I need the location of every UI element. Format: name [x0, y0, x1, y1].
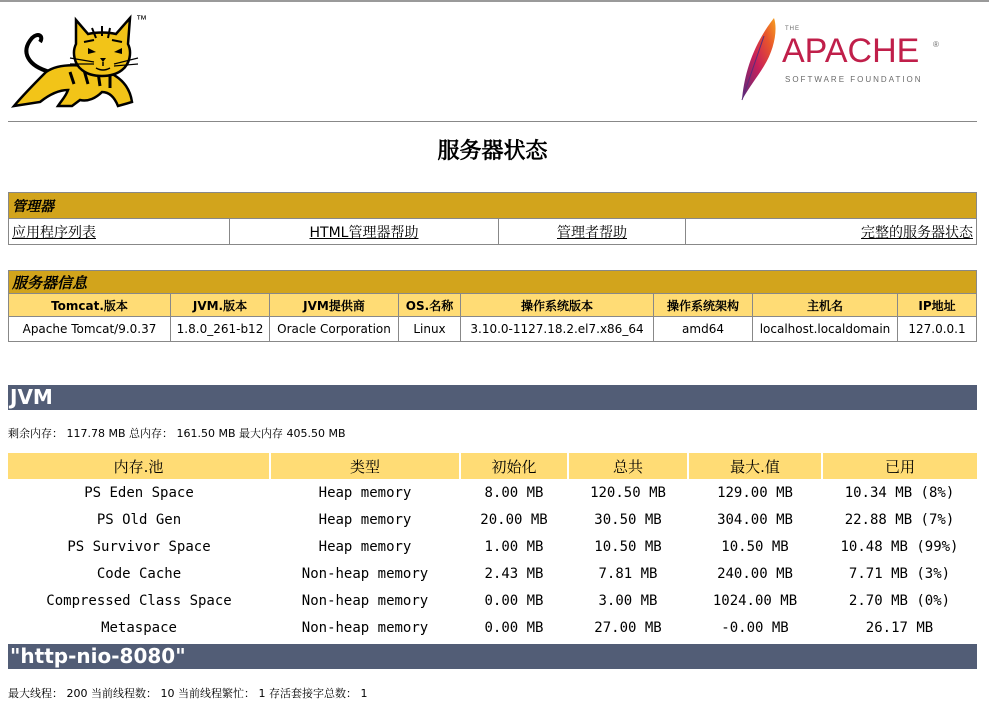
pool-type-cell: Non-heap memory	[301, 565, 429, 582]
header-os-arch: 操作系统架构	[654, 294, 753, 317]
header-hostname: 主机名	[753, 294, 898, 317]
manager-link-cell	[499, 219, 686, 245]
connector-section-title: "http-nio-8080"	[8, 644, 977, 669]
pool-initial-cell: 20.00 MB	[480, 511, 548, 528]
memory-pool-row	[8, 560, 977, 587]
memory-pool-header-row	[8, 453, 977, 479]
manager-help-link[interactable]: 管理者帮助	[557, 224, 627, 241]
pool-total-cell: 3.00 MB	[598, 592, 658, 609]
apache-feather-icon[interactable]	[734, 16, 782, 102]
memory-pool-table	[8, 453, 977, 641]
page-header	[0, 2, 989, 120]
memory-pool-row	[8, 587, 977, 614]
pool-name-cell: PS Eden Space	[84, 484, 194, 501]
value-tomcat-version: Apache Tomcat/9.0.37	[9, 317, 171, 342]
pool-total-cell: 7.81 MB	[598, 565, 658, 582]
pool-initial-cell: 1.00 MB	[484, 538, 544, 555]
pool-max-cell: 129.00 MB	[717, 484, 793, 501]
trademark-mark: ™	[136, 14, 147, 26]
manager-section-title: 管理器	[9, 193, 977, 219]
pool-type-cell: Non-heap memory	[301, 619, 429, 636]
pool-total-cell: 27.00 MB	[594, 619, 662, 636]
server-info-header-row	[9, 294, 977, 317]
header-total: 总共	[568, 453, 688, 479]
pool-type-cell: Heap memory	[318, 538, 412, 555]
jvm-section-title: JVM	[8, 385, 977, 410]
tomcat-logo-icon[interactable]	[10, 14, 145, 110]
pool-used-cell: 7.71 MB (3%)	[848, 565, 951, 582]
header-ip-address: IP地址	[898, 294, 977, 317]
memory-pool-row	[8, 479, 977, 506]
pool-initial-cell: 8.00 MB	[484, 484, 544, 501]
value-hostname: localhost.localdomain	[753, 317, 898, 342]
pool-type-cell: Non-heap memory	[301, 592, 429, 609]
pool-name-cell: PS Survivor Space	[67, 538, 211, 555]
server-info-table	[8, 270, 977, 342]
manager-table	[8, 192, 977, 245]
apache-the-label: THE	[785, 26, 800, 32]
header-memory-pool: 内存.池	[8, 453, 270, 479]
pool-total-cell: 30.50 MB	[594, 511, 662, 528]
pool-name-cell: Metaspace	[101, 619, 177, 636]
pool-initial-cell: 0.00 MB	[484, 592, 544, 609]
pool-name-cell: PS Old Gen	[96, 511, 182, 528]
page-title: 服务器状态	[437, 139, 548, 164]
pool-used-cell: 26.17 MB	[865, 619, 934, 636]
header-initial: 初始化	[460, 453, 568, 479]
pool-used-cell: 22.88 MB (7%)	[844, 511, 955, 528]
value-jvm-version: 1.8.0_261-b12	[171, 317, 270, 342]
pool-used-cell: 2.70 MB (0%)	[848, 592, 951, 609]
manager-link-cell	[230, 219, 499, 245]
pool-max-cell: -0.00 MB	[721, 619, 789, 636]
header-type: 类型	[270, 453, 460, 479]
memory-pool-row	[8, 506, 977, 533]
pool-name-cell: Code Cache	[96, 565, 182, 582]
manager-link-cell	[686, 219, 977, 245]
jvm-memory-summary: 剩余内存： 117.78 MB 总内存： 161.50 MB 最大内存 405.50 MB	[8, 427, 346, 440]
manager-link-cell	[9, 219, 230, 245]
header-divider	[8, 121, 977, 122]
connector-thread-summary: 最大线程： 200 当前线程数： 10 当前线程繁忙： 1 存活套接字总数： 1	[8, 687, 368, 700]
pool-total-cell: 120.50 MB	[590, 484, 666, 501]
header-jvm-version: JVM.版本	[171, 294, 270, 317]
apache-name-label[interactable]: APACHE	[782, 32, 920, 70]
memory-pool-row	[8, 614, 977, 641]
pool-type-cell: Heap memory	[318, 484, 412, 501]
server-info-section-title: 服务器信息	[9, 271, 977, 294]
header-os-name: OS.名称	[399, 294, 461, 317]
pool-used-cell: 10.48 MB (99%)	[840, 538, 959, 555]
pool-initial-cell: 2.43 MB	[484, 565, 544, 582]
pool-initial-cell: 0.00 MB	[484, 619, 544, 636]
server-info-value-row	[9, 317, 977, 342]
apache-registered-mark: ®	[933, 40, 939, 49]
pool-type-cell: Heap memory	[318, 511, 412, 528]
pool-max-cell: 304.00 MB	[717, 511, 793, 528]
pool-max-cell: 240.00 MB	[717, 565, 793, 582]
header-used: 已用	[822, 453, 977, 479]
value-ip-address: 127.0.0.1	[898, 317, 977, 342]
value-os-name: Linux	[399, 317, 461, 342]
app-list-link[interactable]: 应用程序列表	[12, 224, 96, 241]
html-manager-help-link[interactable]: HTML管理器帮助	[309, 224, 419, 241]
value-os-arch: amd64	[654, 317, 753, 342]
header-maximum: 最大.值	[688, 453, 822, 479]
pool-max-cell: 10.50 MB	[721, 538, 789, 555]
header-tomcat-version: Tomcat.版本	[9, 294, 171, 317]
complete-server-status-link[interactable]: 完整的服务器状态	[861, 224, 973, 241]
header-jvm-vendor: JVM提供商	[270, 294, 399, 317]
pool-used-cell: 10.34 MB (8%)	[844, 484, 955, 501]
pool-max-cell: 1024.00 MB	[712, 592, 798, 609]
apache-foundation-label: SOFTWARE FOUNDATION	[785, 75, 923, 84]
pool-name-cell: Compressed Class Space	[46, 592, 232, 609]
memory-pool-row	[8, 533, 977, 560]
value-os-version: 3.10.0-1127.18.2.el7.x86_64	[461, 317, 654, 342]
header-os-version: 操作系统版本	[461, 294, 654, 317]
pool-total-cell: 10.50 MB	[594, 538, 662, 555]
value-jvm-vendor: Oracle Corporation	[270, 317, 399, 342]
